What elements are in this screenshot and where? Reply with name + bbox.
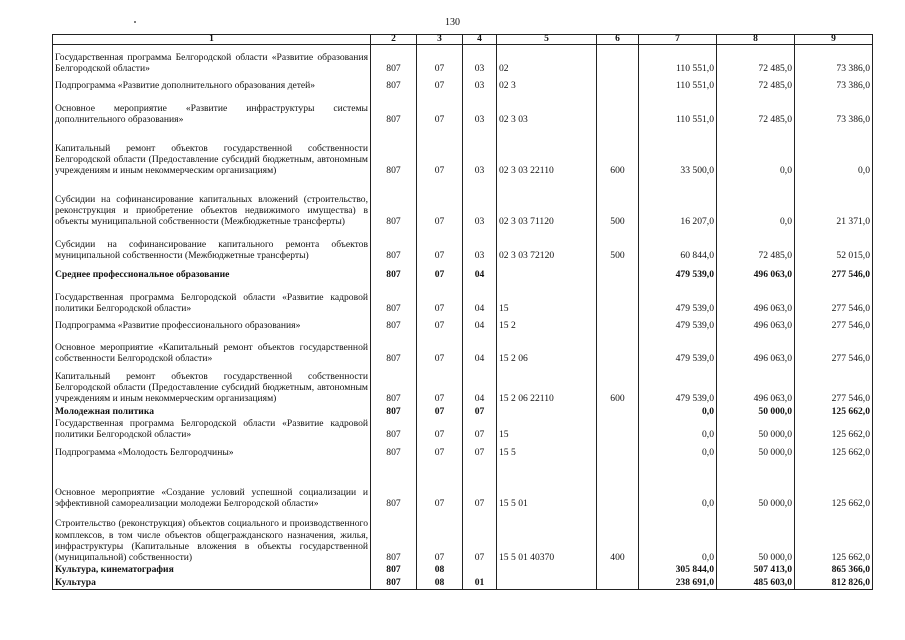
cell-ved: 807	[371, 229, 417, 263]
cell-amount-3: 277 546,0	[795, 333, 873, 366]
column-header: 1	[53, 35, 371, 45]
cell-subsection: 04	[463, 333, 497, 366]
cell-amount-1: 60 844,0	[639, 229, 717, 263]
cell-amount-3: 277 546,0	[795, 366, 873, 406]
cell-expense-type	[597, 459, 639, 510]
cell-amount-1: 479 539,0	[639, 366, 717, 406]
cell-section: 07	[417, 282, 463, 316]
row-name: Основное мероприятие «Развитие инфраструктуры системы дополнительного образования»	[53, 93, 371, 127]
cell-expense-type: 500	[597, 178, 639, 229]
column-header: 5	[497, 35, 597, 45]
cell-expense-type	[597, 577, 639, 590]
cell-amount-2: 485 603,0	[717, 577, 795, 590]
cell-amount-1: 110 551,0	[639, 93, 717, 127]
cell-section: 07	[417, 418, 463, 442]
cell-amount-3: 277 546,0	[795, 263, 873, 282]
cell-ved: 807	[371, 366, 417, 406]
cell-target-article	[497, 564, 597, 576]
row-name: Государственная программа Белгородской области «Развитие образования Белгородской области»	[53, 45, 371, 76]
cell-subsection: 03	[463, 93, 497, 127]
cell-section: 07	[417, 229, 463, 263]
cell-ved: 807	[371, 178, 417, 229]
cell-amount-2: 50 000,0	[717, 406, 795, 418]
cell-amount-3: 125 662,0	[795, 459, 873, 510]
cell-amount-2: 72 485,0	[717, 229, 795, 263]
page-number: 130	[445, 17, 460, 28]
cell-amount-2: 496 063,0	[717, 333, 795, 366]
cell-amount-3: 125 662,0	[795, 406, 873, 418]
cell-subsection: 03	[463, 76, 497, 93]
cell-amount-2: 50 000,0	[717, 459, 795, 510]
row-name: Культура, кинематография	[53, 564, 371, 576]
cell-target-article: 02	[497, 45, 597, 76]
row-name: Культура	[53, 577, 371, 590]
cell-amount-2: 50 000,0	[717, 510, 795, 564]
cell-amount-3: 21 371,0	[795, 178, 873, 229]
row-name: Молодежная политика	[53, 406, 371, 418]
cell-amount-2: 496 063,0	[717, 366, 795, 406]
cell-target-article	[497, 577, 597, 590]
cell-amount-2: 50 000,0	[717, 441, 795, 459]
table-row	[53, 282, 873, 316]
cell-section: 08	[417, 564, 463, 576]
cell-amount-3: 277 546,0	[795, 282, 873, 316]
cell-amount-3: 812 826,0	[795, 577, 873, 590]
column-header: 4	[463, 35, 497, 45]
cell-amount-2: 496 063,0	[717, 282, 795, 316]
cell-expense-type	[597, 406, 639, 418]
budget-table	[52, 34, 873, 590]
cell-ved: 807	[371, 316, 417, 333]
table-body	[53, 45, 873, 590]
row-name: Капитальный ремонт объектов государственной собственности Белгородской области (Предоставление субсидий бюджетным, автономным учреждениям и иным некоммерческим организациям)	[53, 127, 371, 178]
table-row	[53, 459, 873, 510]
cell-amount-3: 52 015,0	[795, 229, 873, 263]
cell-amount-1: 33 500,0	[639, 127, 717, 178]
cell-ved: 807	[371, 577, 417, 590]
cell-expense-type	[597, 418, 639, 442]
cell-ved: 807	[371, 333, 417, 366]
cell-target-article: 15	[497, 282, 597, 316]
cell-subsection: 04	[463, 282, 497, 316]
column-header: 8	[717, 35, 795, 45]
cell-expense-type: 600	[597, 127, 639, 178]
cell-subsection: 03	[463, 229, 497, 263]
cell-section: 08	[417, 577, 463, 590]
cell-subsection: 03	[463, 45, 497, 76]
row-name: Субсидии на софинансирование капитального ремонта объектов муниципальной собственности (Межбюджетные трансферты)	[53, 229, 371, 263]
cell-expense-type	[597, 76, 639, 93]
cell-subsection: 04	[463, 366, 497, 406]
row-name: Субсидии на софинансирование капитальных вложений (строительство, реконструкция и приобретение объектов недвижимого имущества) в объекты муниципальной собственности (Межбюджетные трансферты)	[53, 178, 371, 229]
cell-section: 07	[417, 93, 463, 127]
row-name: Подпрограмма «Молодость Белгородчины»	[53, 441, 371, 459]
cell-ved: 807	[371, 459, 417, 510]
cell-subsection: 04	[463, 316, 497, 333]
cell-expense-type	[597, 564, 639, 576]
cell-amount-2: 72 485,0	[717, 76, 795, 93]
cell-target-article: 02 3	[497, 76, 597, 93]
cell-subsection: 07	[463, 510, 497, 564]
cell-section: 07	[417, 263, 463, 282]
cell-section: 07	[417, 366, 463, 406]
table-row	[53, 76, 873, 93]
column-header: 3	[417, 35, 463, 45]
cell-target-article: 15 2 06	[497, 333, 597, 366]
cell-expense-type: 400	[597, 510, 639, 564]
table-row	[53, 93, 873, 127]
row-name: Государственная программа Белгородской области «Развитие кадровой политики Белгородской области»	[53, 418, 371, 442]
cell-expense-type	[597, 263, 639, 282]
cell-amount-1: 0,0	[639, 406, 717, 418]
table-row	[53, 577, 873, 590]
table-row	[53, 406, 873, 418]
cell-expense-type: 600	[597, 366, 639, 406]
row-name: Строительство (реконструкция) объектов социального и производственного комплексов, в том числе объектов общегражданского назначения, жилья, инфраструктуры (Капитальные вложения в объекты государственной (муниципальной) собственности)	[53, 510, 371, 564]
cell-amount-2: 496 063,0	[717, 263, 795, 282]
cell-section: 07	[417, 316, 463, 333]
cell-section: 07	[417, 45, 463, 76]
cell-amount-3: 73 386,0	[795, 93, 873, 127]
table-row	[53, 45, 873, 76]
cell-target-article: 15 5 01 40370	[497, 510, 597, 564]
cell-ved: 807	[371, 93, 417, 127]
cell-amount-1: 16 207,0	[639, 178, 717, 229]
cell-target-article: 15	[497, 418, 597, 442]
table-row	[53, 418, 873, 442]
cell-subsection: 07	[463, 459, 497, 510]
cell-amount-1: 0,0	[639, 459, 717, 510]
cell-amount-1: 479 539,0	[639, 282, 717, 316]
cell-target-article: 02 3 03 72120	[497, 229, 597, 263]
cell-target-article: 15 2 06 22110	[497, 366, 597, 406]
cell-amount-3: 865 366,0	[795, 564, 873, 576]
column-header: 9	[795, 35, 873, 45]
cell-expense-type: 500	[597, 229, 639, 263]
cell-subsection: 07	[463, 406, 497, 418]
cell-expense-type	[597, 45, 639, 76]
cell-amount-1: 479 539,0	[639, 333, 717, 366]
table-row	[53, 316, 873, 333]
cell-section: 07	[417, 510, 463, 564]
cell-amount-1: 0,0	[639, 441, 717, 459]
cell-target-article	[497, 263, 597, 282]
cell-amount-2: 0,0	[717, 178, 795, 229]
cell-section: 07	[417, 459, 463, 510]
cell-amount-1: 479 539,0	[639, 263, 717, 282]
cell-amount-2: 72 485,0	[717, 93, 795, 127]
table-row	[53, 366, 873, 406]
cell-ved: 807	[371, 441, 417, 459]
cell-amount-1: 0,0	[639, 510, 717, 564]
cell-subsection: 03	[463, 178, 497, 229]
cell-amount-1: 0,0	[639, 418, 717, 442]
cell-subsection: 04	[463, 263, 497, 282]
row-name: Подпрограмма «Развитие дополнительного образования детей»	[53, 76, 371, 93]
cell-amount-2: 0,0	[717, 127, 795, 178]
cell-ved: 807	[371, 510, 417, 564]
cell-subsection: 07	[463, 418, 497, 442]
table-row	[53, 263, 873, 282]
table-row	[53, 178, 873, 229]
cell-target-article: 02 3 03	[497, 93, 597, 127]
cell-amount-1: 305 844,0	[639, 564, 717, 576]
cell-amount-3: 125 662,0	[795, 510, 873, 564]
table-header-row	[53, 35, 873, 45]
cell-amount-2: 507 413,0	[717, 564, 795, 576]
column-header: 7	[639, 35, 717, 45]
cell-ved: 807	[371, 45, 417, 76]
cell-target-article: 15 5	[497, 441, 597, 459]
cell-target-article: 15 2	[497, 316, 597, 333]
cell-amount-1: 110 551,0	[639, 76, 717, 93]
row-name: Государственная программа Белгородской области «Развитие кадровой политики Белгородской области»	[53, 282, 371, 316]
cell-amount-2: 496 063,0	[717, 316, 795, 333]
cell-amount-1: 479 539,0	[639, 316, 717, 333]
table-row	[53, 510, 873, 564]
cell-target-article: 15 5 01	[497, 459, 597, 510]
table-row	[53, 441, 873, 459]
cell-amount-2: 50 000,0	[717, 418, 795, 442]
cell-section: 07	[417, 178, 463, 229]
table-row	[53, 127, 873, 178]
row-name: Основное мероприятие «Капитальный ремонт объектов государственной собственности Белгородской области»	[53, 333, 371, 366]
row-name: Основное мероприятие «Создание условий успешной социализации и эффективной самореализации молодежи Белгородской области»	[53, 459, 371, 510]
cell-ved: 807	[371, 418, 417, 442]
cell-expense-type	[597, 316, 639, 333]
cell-section: 07	[417, 406, 463, 418]
cell-expense-type	[597, 333, 639, 366]
table-row	[53, 564, 873, 576]
row-name: Капитальный ремонт объектов государственной собственности Белгородской области (Предоставление субсидий бюджетным, автономным учреждениям и иным некоммерческим организациям)	[53, 366, 371, 406]
cell-section: 07	[417, 127, 463, 178]
cell-section: 07	[417, 441, 463, 459]
cell-amount-3: 0,0	[795, 127, 873, 178]
cell-amount-2: 72 485,0	[717, 45, 795, 76]
cell-expense-type	[597, 93, 639, 127]
cell-amount-3: 73 386,0	[795, 45, 873, 76]
cell-section: 07	[417, 333, 463, 366]
cell-subsection: 01	[463, 577, 497, 590]
cell-subsection	[463, 564, 497, 576]
cell-ved: 807	[371, 282, 417, 316]
cell-amount-3: 277 546,0	[795, 316, 873, 333]
cell-amount-3: 125 662,0	[795, 441, 873, 459]
cell-ved: 807	[371, 564, 417, 576]
table-row	[53, 229, 873, 263]
column-header: 2	[371, 35, 417, 45]
cell-ved: 807	[371, 76, 417, 93]
cell-expense-type	[597, 441, 639, 459]
cell-expense-type	[597, 282, 639, 316]
cell-target-article: 02 3 03 22110	[497, 127, 597, 178]
cell-amount-1: 238 691,0	[639, 577, 717, 590]
cell-subsection: 07	[463, 441, 497, 459]
row-name: Подпрограмма «Развитие профессионального образования»	[53, 316, 371, 333]
cell-target-article: 02 3 03 71120	[497, 178, 597, 229]
cell-amount-1: 110 551,0	[639, 45, 717, 76]
cell-section: 07	[417, 76, 463, 93]
column-header: 6	[597, 35, 639, 45]
cell-ved: 807	[371, 406, 417, 418]
cell-amount-3: 125 662,0	[795, 418, 873, 442]
cell-target-article	[497, 406, 597, 418]
scan-speck	[134, 21, 136, 23]
cell-amount-3: 73 386,0	[795, 76, 873, 93]
cell-ved: 807	[371, 263, 417, 282]
row-name: Среднее профессиональное образование	[53, 263, 371, 282]
cell-subsection: 03	[463, 127, 497, 178]
cell-ved: 807	[371, 127, 417, 178]
table-row	[53, 333, 873, 366]
